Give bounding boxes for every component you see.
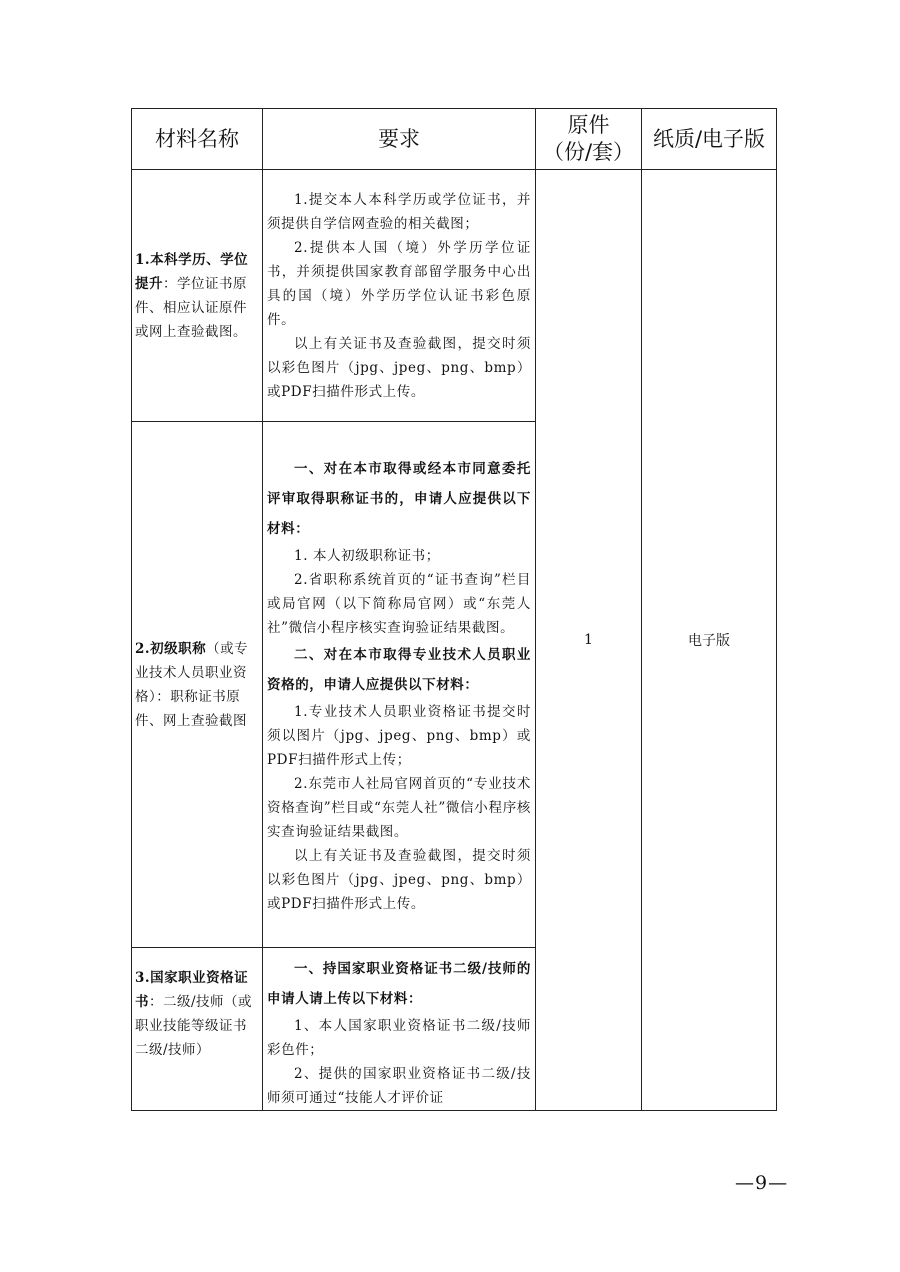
- requirement-item: 2.省职称系统首页的“证书查询”栏目或局官网（以下简称局官网）或“东莞人社”微信小程序核实查询验证结果截图。: [267, 571, 531, 636]
- table-row: [132, 170, 777, 422]
- material-name-detail: （或专业技术人员职业资格）：职称证书原件、网上查验截图: [135, 640, 249, 729]
- format-cell: 电子版: [642, 170, 777, 1111]
- requirement-item: 以上有关证书及查验截图，提交时须以彩色图片（jpg、jpeg、png、bmp）或PDF扫描件形式上传。: [267, 847, 531, 912]
- page-number: —9—: [735, 1172, 789, 1194]
- copies-cell: 1: [536, 170, 642, 1111]
- material-name-detail: ：学位证书原件、相应认证原件或网上查验截图。: [135, 275, 247, 340]
- requirement-item: 2.东莞市人社局官网首页的“专业技术资格查询”栏目或“东莞人社”微信小程序核实查询验证结果截图。: [267, 775, 531, 840]
- material-name-title: 1.本科学历、学位提升: [135, 251, 249, 292]
- material-name-cell: [132, 948, 263, 1111]
- requirement-item: 1、本人国家职业资格证书二级/技师彩色件；: [267, 1018, 531, 1058]
- requirement-item: 2.提供本人国（境）外学历学位证书，并须提供国家教育部留学服务中心出具的国（境）外学历学位认证书彩色原件。: [267, 239, 531, 328]
- material-name-title: 2.初级职称: [135, 640, 207, 657]
- materials-table: [131, 108, 777, 1111]
- requirement-heading: 二、对在本市取得专业技术人员职业资格的，申请人应提供以下材料：: [267, 646, 531, 693]
- requirement-heading: 一、对在本市取得或经本市同意委托评审取得职称证书的，申请人应提供以下材料：: [267, 460, 531, 537]
- requirement-heading: 一、持国家职业资格证书二级/技师的申请人请上传以下材料：: [267, 961, 531, 1007]
- header-original-copies: [536, 109, 642, 170]
- requirements-cell: [263, 170, 536, 422]
- header-original-line2: （份/套）: [542, 140, 635, 164]
- material-name-cell: [132, 170, 263, 422]
- requirement-item: 以上有关证书及查验截图，提交时须以彩色图片（jpg、jpeg、png、bmp）或PDF扫描件形式上传。: [267, 335, 531, 400]
- requirement-item: 1.提交本人本科学历或学位证书，并须提供自学信网查验的相关截图；: [267, 191, 531, 232]
- header-paper-electronic: 纸质/电子版: [642, 109, 777, 170]
- header-material-name: 材料名称: [132, 109, 263, 170]
- requirements-cell: [263, 948, 536, 1111]
- requirement-item: 1. 本人初级职称证书；: [294, 547, 440, 564]
- material-name-cell: [132, 422, 263, 948]
- table-header-row: [132, 109, 777, 170]
- header-requirements: 要求: [263, 109, 536, 170]
- requirement-item: 1.专业技术人员职业资格证书提交时须以图片（jpg、jpeg、png、bmp）或PDF扫描件形式上传；: [267, 703, 531, 768]
- requirement-item: 2、提供的国家职业资格证书二级/技师须可通过“技能人才评价证: [267, 1066, 531, 1106]
- requirements-cell: [263, 422, 536, 948]
- material-name-title: 3.国家职业资格证书: [135, 970, 249, 1010]
- header-original-line1: 原件: [567, 113, 610, 137]
- material-name-detail: ：二级/技师（或职业技能等级证书二级/技师）: [135, 994, 253, 1058]
